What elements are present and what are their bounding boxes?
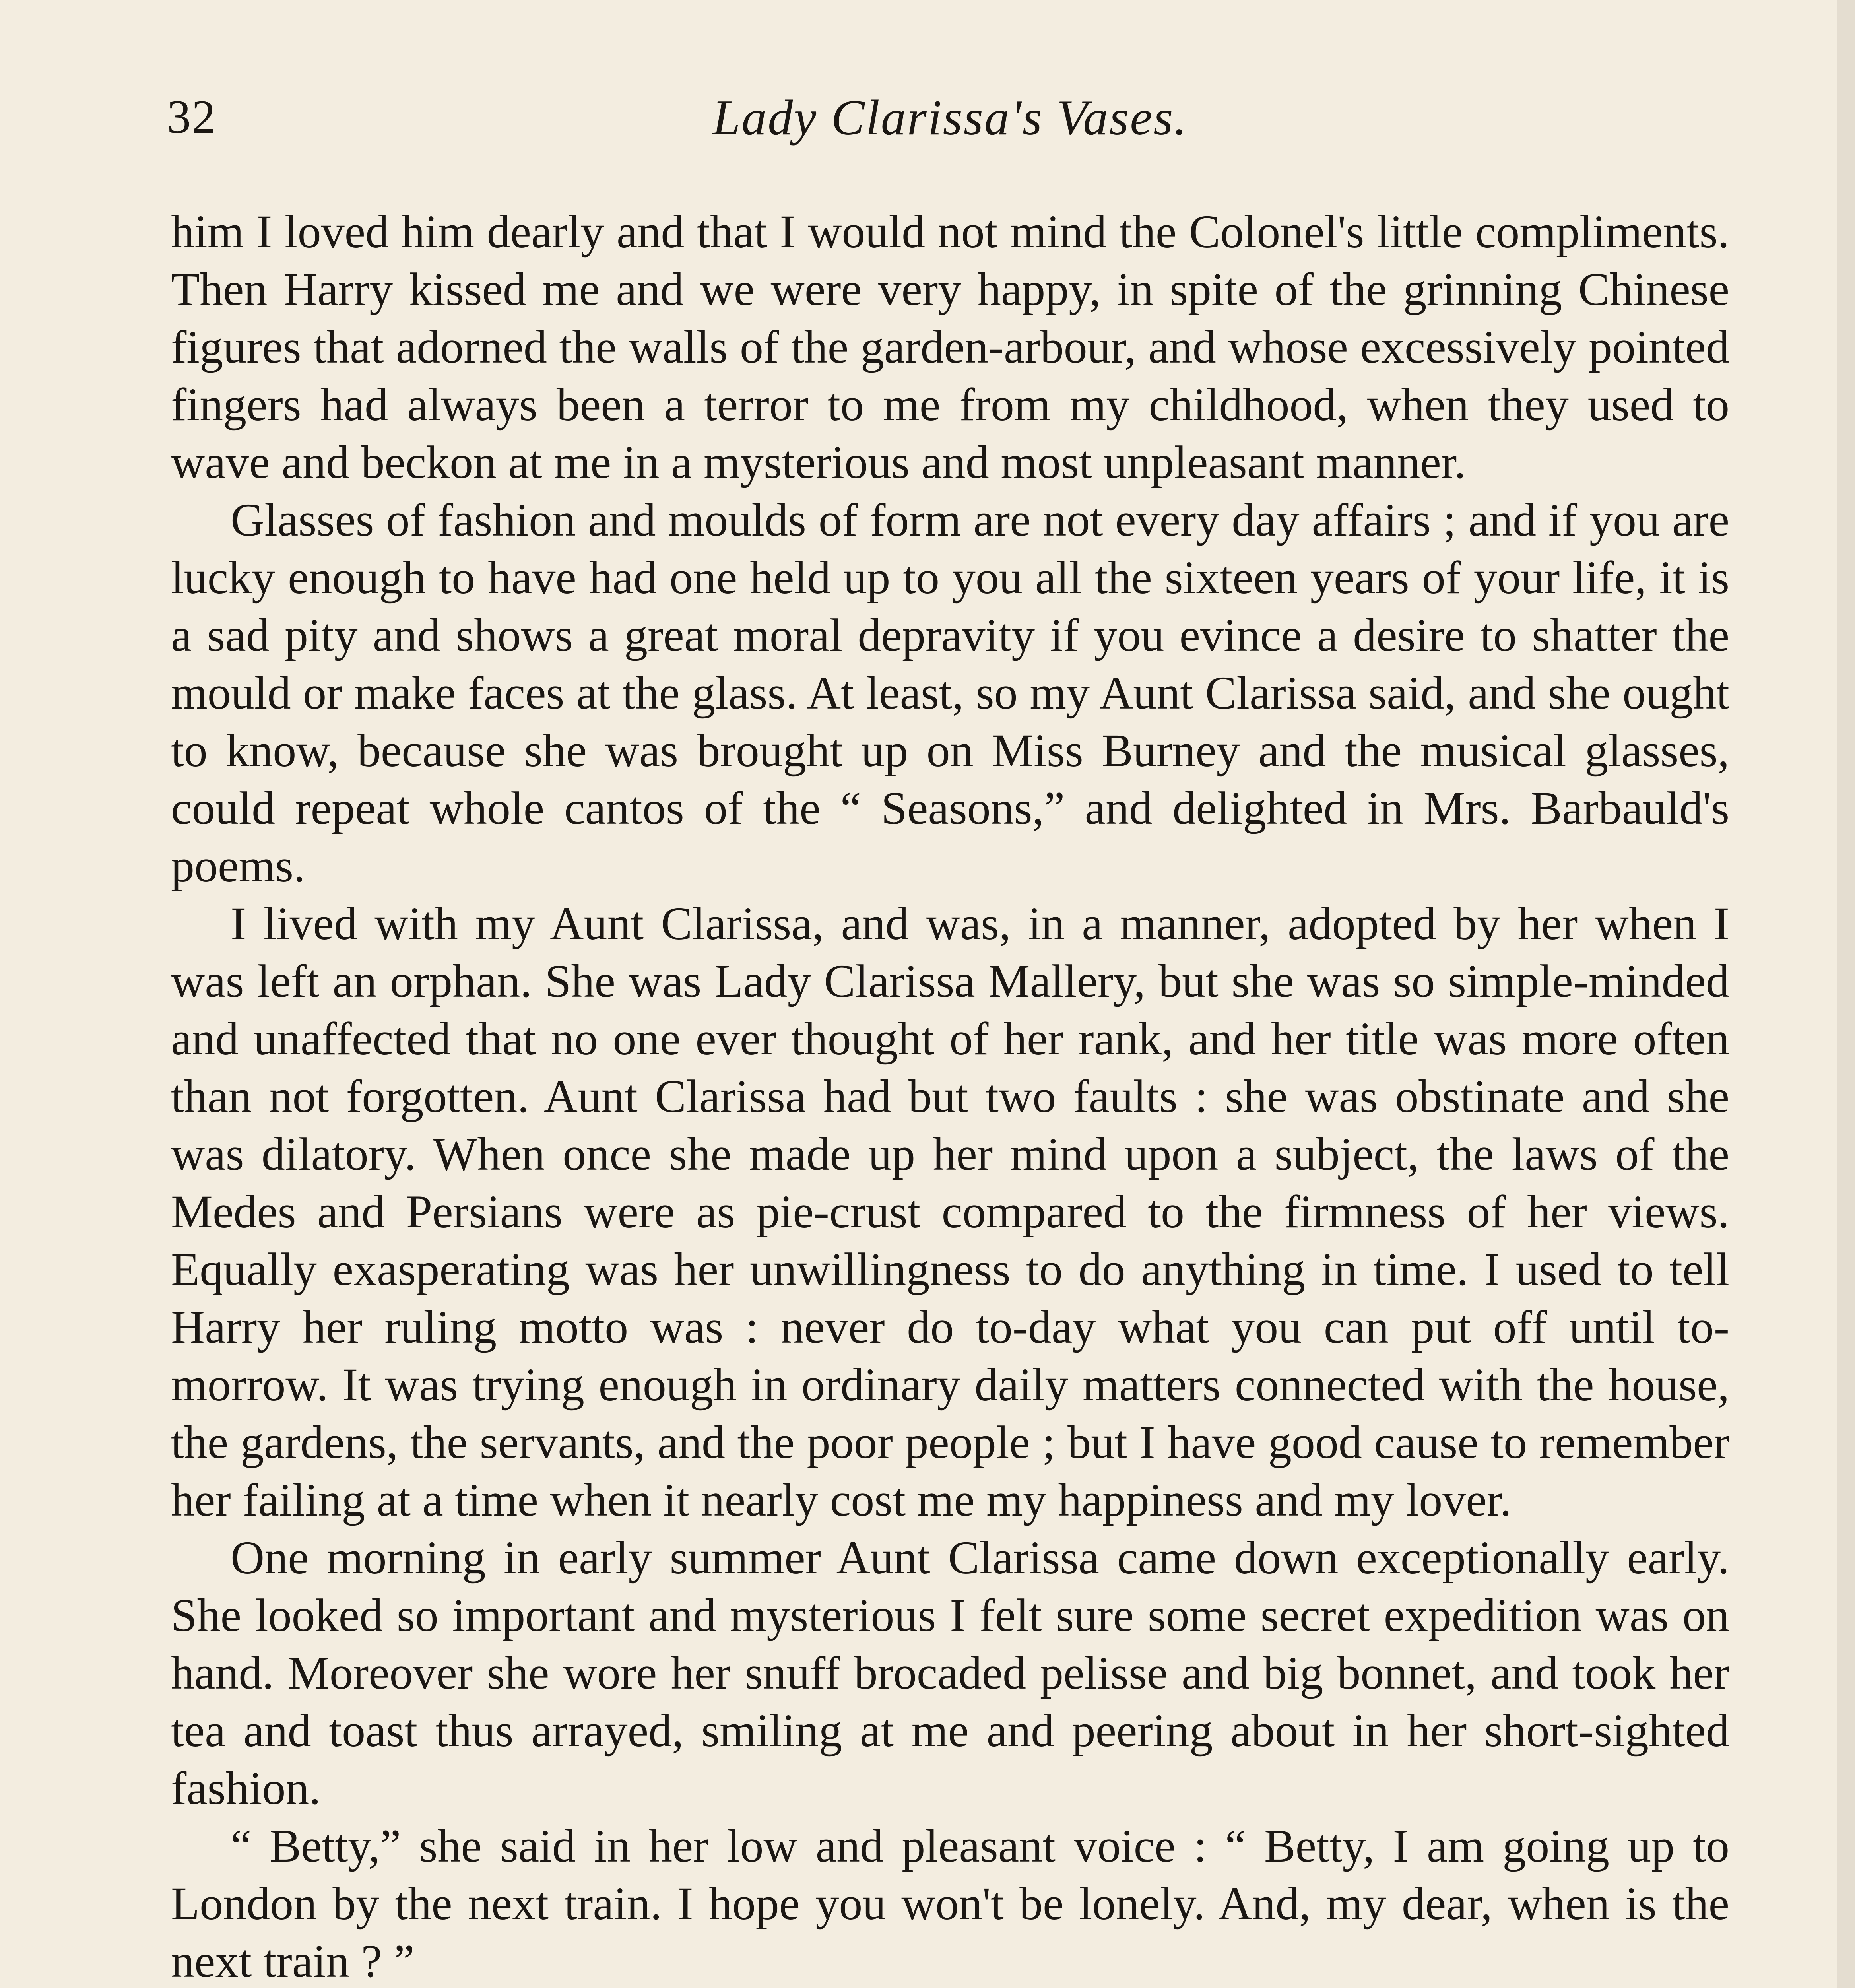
page-title: Lady Clarissa's Vases. [712,90,1188,146]
body-text [171,203,1729,1988]
running-head [167,85,1733,161]
paragraph: him I loved him dearly and that I would not mind the Colonel's little compliments. Then Harry kissed me and we were very happy, in spite of the grinning Chinese figures that adorned the walls of the garden-arbour, and whose excessively pointed fingers had always been a terror to me from my childhood, when they used to wave and beckon at me in a mysterious and most unpleasant manner. [171,206,1729,488]
paragraph: I lived with my Aunt Clarissa, and was, in a manner, adopted by her when I was left an orphan. She was Lady Clarissa Mallery, but she was so simple-minded and unaffected that no one ever thought of her rank, and her title was more often than not forgotten. Aunt Clarissa had but two faults : she was obstinate and she was dilatory. When once she made up her mind upon a subject, the laws of the Medes and Persians were as pie-crust compared to the firmness of her views. Equally exasperating was her unwillingness to do anything in time. I used to tell Harry her ruling motto was : never do to-day what you can put off until to-morrow. It was trying enough in ordinary daily matters connected with the house, the gardens, the servants, and the poor people ; but I have good cause to remember her failing at a time when it nearly cost me my happiness and my lover. [171,897,1729,1526]
paragraph: Glasses of fashion and moulds of form are not every day affairs ; and if you are lucky enough to have had one held up to you all the sixteen years of your life, it is a sad pity and shows a great moral depravity if you evince a desire to shatter the mould or make faces at the glass. At least, so my Aunt Clarissa said, and she ought to know, because she was brought up on Miss Burney and the musical glasses, could repeat whole cantos of the “ Seasons,” and delighted in Mrs. Barbauld's poems. [171,494,1729,892]
page-edge [1837,0,1855,1988]
paragraph: One morning in early summer Aunt Clarissa came down exceptionally early. She looked so important and mysterious I felt sure some secret expedition was on hand. Moreover she wore her snuff brocaded pelisse and big bonnet, and took her tea and toast thus arrayed, smiling at me and peering about in her short-sighted fashion. [171,1532,1729,1814]
page-number: 32 [167,90,216,143]
paragraph: “ Betty,” she said in her low and pleasant voice : “ Betty, I am going up to London by the next train. I hope you won't be lonely. And, my dear, when is the next train ? ” [171,1820,1729,1987]
